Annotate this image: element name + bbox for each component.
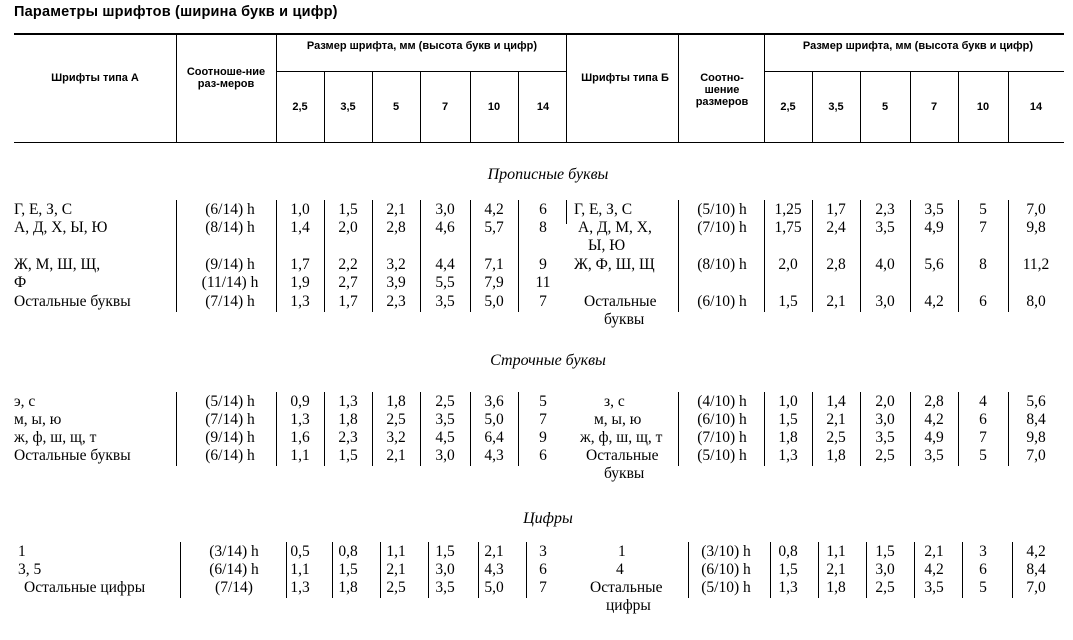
size-cell-divider: [420, 71, 421, 142]
column-divider: [910, 200, 911, 312]
size-cell-divider: [910, 71, 911, 142]
header-size-a: Размер шрифта, мм (высота букв и цифр): [306, 40, 538, 52]
size-a-subrule: [276, 71, 566, 72]
row-label: Г, Е, З, С: [14, 201, 73, 218]
column-divider: [324, 200, 325, 312]
table-cell: 2,5: [386, 579, 406, 596]
column-divider: [764, 200, 765, 312]
table-cell: 1,4: [290, 219, 310, 236]
column-divider: [478, 542, 479, 598]
table-cell: 2,3: [875, 201, 895, 218]
table-cell: 3,5: [924, 579, 944, 596]
header-size-a-value: 3,5: [340, 101, 356, 113]
ratio-cell: (8/14) h: [205, 219, 255, 236]
table-cell: 2,5: [386, 411, 406, 428]
header-ratio-a: Соотноше-ние раз-меров: [186, 66, 266, 90]
header-divider: [566, 35, 567, 142]
column-divider: [518, 392, 519, 466]
row-label: з, с: [604, 393, 625, 410]
header-size-b-value: 14: [1029, 101, 1043, 113]
table-cell: 3,9: [386, 274, 406, 291]
header-size-a-value: 5: [392, 101, 400, 113]
row-label: буквы: [604, 311, 645, 328]
table-cell: 4,3: [484, 561, 504, 578]
table-cell: 2,1: [924, 543, 944, 560]
table-cell: 4,4: [435, 256, 455, 273]
table-cell: 2,8: [924, 393, 944, 410]
table-cell: 5: [539, 393, 547, 410]
column-divider: [372, 392, 373, 466]
header-size-a-value: 2,5: [292, 101, 308, 113]
table-cell: 7: [979, 429, 987, 446]
table-cell: 2,1: [826, 561, 846, 578]
ratio-cell: (4/10) h: [697, 393, 747, 410]
column-divider: [860, 392, 861, 466]
column-divider: [276, 392, 277, 466]
table-cell: 1,5: [778, 411, 798, 428]
ratio-cell: (7/14) h: [205, 293, 255, 310]
table-cell: 1,25: [774, 201, 802, 218]
size-cell-divider: [518, 71, 519, 142]
column-divider: [914, 542, 915, 598]
column-divider: [180, 542, 181, 598]
table-cell: 1,3: [290, 293, 310, 310]
table-cell: 1,8: [338, 579, 358, 596]
table-cell: 9: [539, 256, 547, 273]
table-cell: 4: [979, 393, 987, 410]
table-cell: 3,0: [875, 561, 895, 578]
header-size-b-value: 3,5: [828, 101, 844, 113]
row-label: Остальные: [590, 579, 663, 596]
table-cell: 3,0: [875, 411, 895, 428]
table-cell: 2,5: [826, 429, 846, 446]
row-label: м, ы, ю: [594, 411, 642, 428]
table-cell: 1,8: [386, 393, 406, 410]
ratio-cell: (6/10) h: [697, 293, 747, 310]
table-cell: 1,1: [290, 447, 310, 464]
table-cell: 3,5: [924, 201, 944, 218]
ratio-cell: (11/14) h: [201, 274, 259, 291]
column-divider: [770, 542, 771, 598]
table-cell: 5,0: [484, 579, 504, 596]
table-cell: 8,4: [1026, 561, 1046, 578]
table-cell: 2,2: [338, 256, 358, 273]
table-cell: 5,5: [435, 274, 455, 291]
table-cell: 2,7: [338, 274, 358, 291]
ratio-cell: (6/14) h: [205, 201, 255, 218]
row-label: м, ы, ю: [14, 411, 62, 428]
row-label: Ж, М, Ш, Щ,: [14, 256, 101, 273]
table-cell: 4,0: [875, 256, 895, 273]
row-label: 4: [616, 561, 624, 578]
ratio-cell: (8/10) h: [697, 256, 747, 273]
header-size-b-value: 5: [881, 101, 889, 113]
document-title: Параметры шрифтов (ширина букв и цифр): [14, 4, 338, 20]
table-cell: 8: [539, 219, 547, 236]
column-divider: [860, 200, 861, 312]
table-cell: 3,5: [435, 579, 455, 596]
table-cell: 1,1: [290, 561, 310, 578]
table-cell: 6: [979, 561, 987, 578]
table-cell: 2,1: [826, 293, 846, 310]
ratio-cell: (6/10) h: [701, 561, 751, 578]
table-cell: 0,8: [778, 543, 798, 560]
table-cell: 4,2: [924, 561, 944, 578]
table-cell: 1,5: [778, 561, 798, 578]
column-divider: [910, 392, 911, 466]
table-cell: 7,1: [484, 256, 504, 273]
table-cell: 5: [979, 579, 987, 596]
size-cell-divider: [470, 71, 471, 142]
column-divider: [470, 392, 471, 466]
table-cell: 9,8: [1026, 219, 1046, 236]
column-divider: [1012, 542, 1013, 598]
ratio-cell: (7/10) h: [697, 219, 747, 236]
column-divider: [372, 200, 373, 312]
column-divider: [678, 392, 679, 466]
table-cell: 4,9: [924, 429, 944, 446]
row-label: буквы: [604, 465, 645, 482]
section-digits-title: Цифры: [523, 510, 573, 527]
table-cell: 4,2: [484, 201, 504, 218]
header-fonts-b: Шрифты типа Б: [581, 72, 669, 84]
ratio-cell: (3/14) h: [209, 543, 259, 560]
column-divider: [276, 200, 277, 312]
table-cell: 7,9: [484, 274, 504, 291]
table-cell: 2,0: [875, 393, 895, 410]
table-cell: 2,1: [386, 561, 406, 578]
table-cell: 2,0: [778, 256, 798, 273]
table-cell: 1,3: [778, 447, 798, 464]
table-cell: 2,1: [386, 201, 406, 218]
size-cell-divider: [1008, 71, 1009, 142]
size-cell-divider: [324, 71, 325, 142]
table-cell: 4,6: [435, 219, 455, 236]
table-cell: 1,1: [386, 543, 406, 560]
table-cell: 3,5: [875, 219, 895, 236]
table-cell: 2,0: [338, 219, 358, 236]
column-divider: [518, 200, 519, 312]
table-cell: 1,7: [826, 201, 846, 218]
table-cell: 5,0: [484, 411, 504, 428]
table-cell: 3,0: [435, 561, 455, 578]
size-cell-divider: [860, 71, 861, 142]
table-cell: 2,5: [875, 579, 895, 596]
row-label: ж, ф, ш, щ, т: [580, 429, 663, 446]
table-cell: 3,0: [435, 447, 455, 464]
row-label: А, Д, М, Х,: [578, 219, 652, 236]
header-size-b-value: 2,5: [780, 101, 796, 113]
table-cell: 2,1: [386, 447, 406, 464]
table-cell: 3,5: [435, 293, 455, 310]
section-lower-title: Строчные буквы: [490, 352, 606, 369]
ratio-cell: (5/14) h: [205, 393, 255, 410]
header-divider: [276, 35, 277, 142]
table-cell: 1,5: [338, 201, 358, 218]
table-cell: 5,7: [484, 219, 504, 236]
table-cell: 2,8: [386, 219, 406, 236]
column-divider: [1008, 200, 1009, 312]
table-cell: 1,75: [774, 219, 802, 236]
table-cell: 3,0: [435, 201, 455, 218]
header-size-b-value: 7: [930, 101, 938, 113]
table-cell: 5: [979, 201, 987, 218]
table-cell: 7: [539, 293, 547, 310]
header-fonts-a: Шрифты типа А: [51, 72, 139, 84]
table-cell: 4,5: [435, 429, 455, 446]
table-cell: 4,2: [1026, 543, 1046, 560]
table-cell: 8,4: [1026, 411, 1046, 428]
column-divider: [764, 392, 765, 466]
row-label: Остальные цифры: [24, 579, 146, 596]
column-divider: [380, 542, 381, 598]
column-divider: [962, 542, 963, 598]
table-cell: 6: [539, 201, 547, 218]
table-cell: 6: [979, 411, 987, 428]
table-cell: 1,0: [778, 393, 798, 410]
section-upper-title: Прописные буквы: [487, 166, 609, 183]
column-divider: [812, 392, 813, 466]
row-label: Ф: [14, 274, 27, 291]
table-cell: 2,5: [875, 447, 895, 464]
header-divider: [764, 35, 765, 142]
ratio-cell: (7/14): [215, 579, 253, 596]
table-cell: 4,3: [484, 447, 504, 464]
row-label: Ж, Ф, Ш, Щ: [574, 256, 655, 273]
ratio-cell: (6/14) h: [205, 447, 255, 464]
column-divider: [420, 392, 421, 466]
table-cell: 0,5: [290, 543, 310, 560]
column-divider: [958, 392, 959, 466]
ratio-cell: (5/10) h: [697, 201, 747, 218]
table-cell: 8,0: [1026, 293, 1046, 310]
table-cell: 3,5: [875, 429, 895, 446]
table-cell: 1,3: [338, 393, 358, 410]
row-label: 1: [18, 543, 26, 560]
table-cell: 3,0: [875, 293, 895, 310]
ratio-cell: (9/14) h: [205, 256, 255, 273]
table-cell: 1,5: [875, 543, 895, 560]
size-cell-divider: [812, 71, 813, 142]
column-divider: [420, 200, 421, 312]
table-cell: 1,5: [338, 447, 358, 464]
header-size-b-value: 10: [976, 101, 990, 113]
ratio-cell: (5/10) h: [701, 579, 751, 596]
row-label: 3, 5: [18, 561, 42, 578]
table-cell: 1,8: [778, 429, 798, 446]
table-cell: 3,5: [435, 411, 455, 428]
table-cell: 1,8: [338, 411, 358, 428]
column-divider: [678, 200, 679, 312]
table-cell: 1,0: [290, 201, 310, 218]
table-cell: 2,5: [435, 393, 455, 410]
table-cell: 5: [979, 447, 987, 464]
table-cell: 7,0: [1026, 447, 1046, 464]
table-cell: 2,3: [386, 293, 406, 310]
table-cell: 1,5: [778, 293, 798, 310]
ratio-cell: (3/10) h: [701, 543, 751, 560]
header-bottom-rule: [14, 142, 1064, 143]
table-cell: 9,8: [1026, 429, 1046, 446]
header-size-a-value: 7: [441, 101, 449, 113]
table-cell: 0,8: [338, 543, 358, 560]
table-cell: 1,7: [290, 256, 310, 273]
table-cell: 7: [539, 579, 547, 596]
header-divider: [176, 35, 177, 142]
column-divider: [332, 542, 333, 598]
column-divider: [176, 392, 177, 466]
column-divider: [688, 542, 689, 598]
row-label: А, Д, Х, Ы, Ю: [14, 219, 108, 236]
column-divider: [176, 200, 177, 312]
row-label: Остальные буквы: [14, 447, 131, 464]
table-cell: 2,4: [826, 219, 846, 236]
ratio-cell: (7/10) h: [697, 429, 747, 446]
table-cell: 3,2: [386, 429, 406, 446]
table-cell: 7,0: [1026, 579, 1046, 596]
table-cell: 3,6: [484, 393, 504, 410]
row-label: цифры: [606, 597, 651, 614]
column-divider: [286, 542, 287, 598]
size-cell-divider: [372, 71, 373, 142]
table-cell: 11: [535, 274, 551, 291]
column-divider: [428, 542, 429, 598]
ratio-cell: (6/14) h: [209, 561, 259, 578]
row-label: Остальные буквы: [14, 293, 131, 310]
table-cell: 11,2: [1022, 256, 1050, 273]
table-cell: 1,5: [338, 561, 358, 578]
row-label: Остальные: [584, 293, 657, 310]
table-cell: 1,8: [826, 579, 846, 596]
table-cell: 1,6: [290, 429, 310, 446]
size-cell-divider: [958, 71, 959, 142]
table-cell: 5,0: [484, 293, 504, 310]
header-size-a-value: 10: [487, 101, 501, 113]
table-cell: 6,4: [484, 429, 504, 446]
table-cell: 6: [539, 447, 547, 464]
column-divider: [526, 542, 527, 598]
table-cell: 4,9: [924, 219, 944, 236]
table-cell: 3,2: [386, 256, 406, 273]
table-cell: 6: [979, 293, 987, 310]
table-cell: 1,7: [338, 293, 358, 310]
table-cell: 1,8: [826, 447, 846, 464]
table-cell: 7: [979, 219, 987, 236]
table-cell: 0,9: [290, 393, 310, 410]
table-cell: 4,2: [924, 411, 944, 428]
table-cell: 5,6: [1026, 393, 1046, 410]
table-cell: 1,3: [778, 579, 798, 596]
ratio-cell: (7/14) h: [205, 411, 255, 428]
row-label: 1: [618, 543, 626, 560]
column-divider: [958, 200, 959, 312]
table-cell: 2,1: [826, 411, 846, 428]
row-label: Г, Е, З, С: [574, 201, 633, 218]
size-b-subrule: [764, 71, 1064, 72]
row-label: Ы, Ю: [588, 237, 626, 254]
column-divider: [1008, 392, 1009, 466]
ratio-cell: (9/14) h: [205, 429, 255, 446]
table-cell: 7: [539, 411, 547, 428]
header-divider: [678, 35, 679, 142]
table-cell: 1,5: [435, 543, 455, 560]
table-cell: 2,1: [484, 543, 504, 560]
table-cell: 2,8: [826, 256, 846, 273]
column-divider: [470, 200, 471, 312]
table-cell: 5,6: [924, 256, 944, 273]
ratio-cell: (6/10) h: [697, 411, 747, 428]
table-cell: 7,0: [1026, 201, 1046, 218]
table-cell: 8: [979, 256, 987, 273]
column-divider: [812, 200, 813, 312]
ratio-cell: (5/10) h: [697, 447, 747, 464]
table-cell: 1,4: [826, 393, 846, 410]
table-cell: 2,3: [338, 429, 358, 446]
column-divider: [866, 542, 867, 598]
table-cell: 1,3: [290, 411, 310, 428]
table-cell: 4,2: [924, 293, 944, 310]
table-cell: 1,1: [826, 543, 846, 560]
table-cell: 1,9: [290, 274, 310, 291]
column-divider: [324, 392, 325, 466]
column-divider: [566, 200, 567, 224]
table-cell: 3,5: [924, 447, 944, 464]
table-cell: 9: [539, 429, 547, 446]
table-cell: 3: [979, 543, 987, 560]
row-label: Остальные: [586, 447, 659, 464]
table-cell: 3: [539, 543, 547, 560]
header-ratio-b: Соотно-шение размеров: [695, 72, 749, 108]
row-label: ж, ф, ш, щ, т: [14, 429, 97, 446]
row-label: э, с: [14, 393, 36, 410]
table-top-rule: [14, 33, 1064, 35]
table-cell: 1,3: [290, 579, 310, 596]
header-size-b: Размер шрифта, мм (высота букв и цифр): [802, 40, 1034, 52]
table-cell: 6: [539, 561, 547, 578]
column-divider: [818, 542, 819, 598]
header-size-a-value: 14: [536, 101, 550, 113]
